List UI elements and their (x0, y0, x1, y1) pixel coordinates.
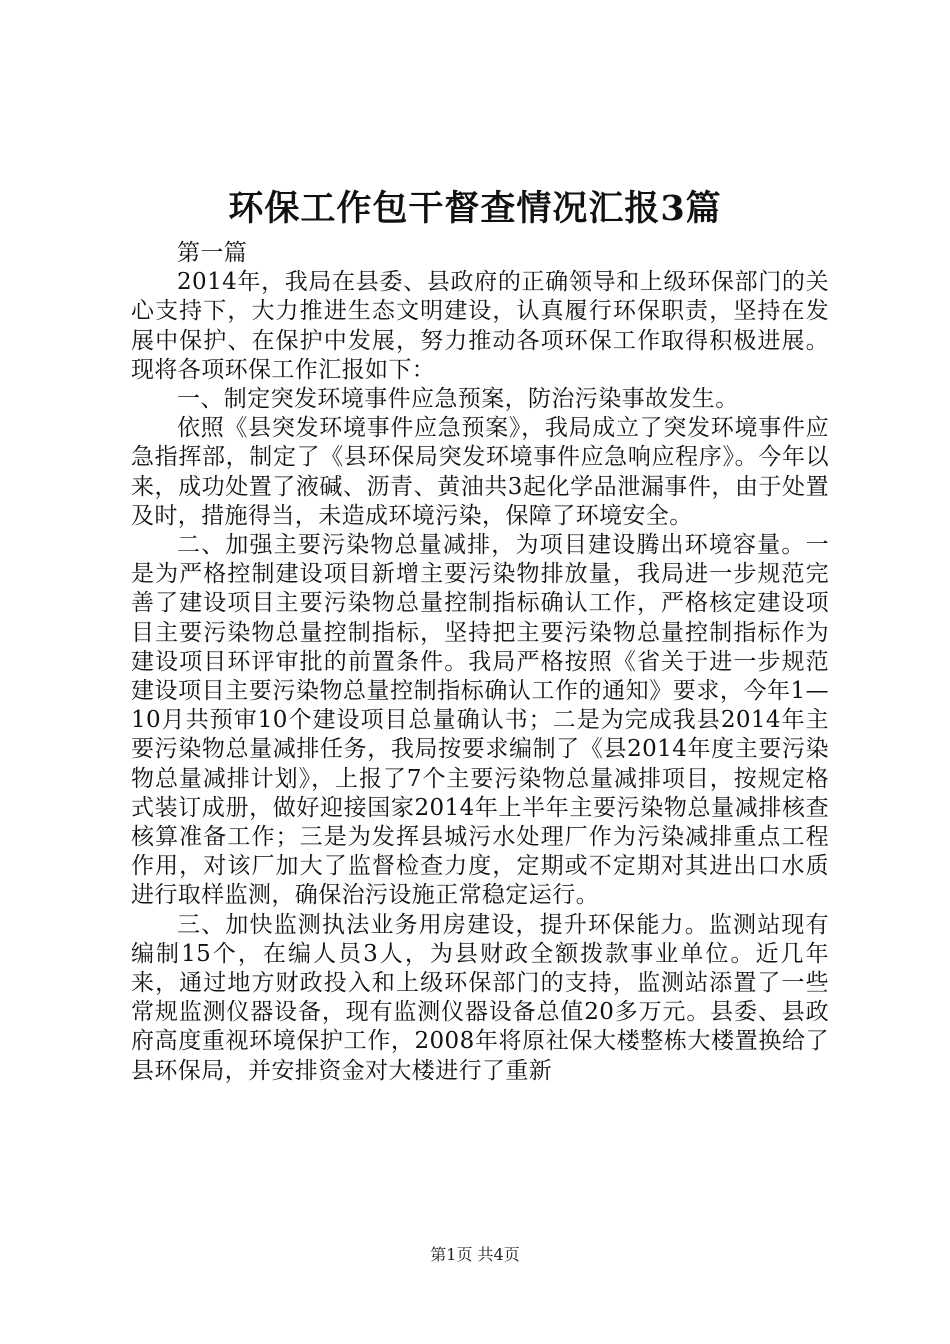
body-paragraph: 2014年，我局在县委、县政府的正确领导和上级环保部门的关心支持下，大力推进生态文明建设，认真履行环保职责，坚持在发展中保护、在保护中发展，努力推动各项环保工作取得积极进展。现将各项环保工作汇报如下： (131, 269, 829, 383)
body-paragraph: 二、加强主要污染物总量减排，为项目建设腾出环境容量。一是为严格控制建设项目新增主要污染物排放量，我局进一步规范完善了建设项目主要污染物总量控制指标确认工作，严格核定建设项目主要污染物总量控制指标，坚持把主要污染物总量控制指标作为建设项目环评审批的前置条件。我局严格按照《省关于进一步规范建设项目主要污染物总量控制指标确认工作的通知》要求，今年1—10月共预审10个建设项目总量确认书；二是为完成我县2014年主要污染物总量减排任务，我局按要求编制了《县2014年度主要污染物总量减排计划》，上报了7个主要污染物总量减排项目，按规定格式装订成册，做好迎接国家2014年上半年主要污染物总量减排核查核算准备工作；三是为发挥县城污水处理厂作为污染减排重点工程作用，对该厂加大了监督检查力度，定期或不定期对其进出口水质进行取样监测，确保治污设施正常稳定运行。 (131, 532, 829, 909)
section-heading: 第一篇 (177, 240, 248, 266)
document-body (131, 239, 829, 1086)
page-footer: 第1页 共4页 (430, 1245, 520, 1264)
body-paragraph: 依照《县突发环境事件应急预案》，我局成立了突发环境事件应急指挥部，制定了《县环保局突发环境事件应急响应程序》。今年以来，成功处置了液碱、沥青、黄油共3起化学品泄漏事件，由于处置及时，措施得当，未造成环境污染，保障了环境安全。 (131, 415, 829, 529)
body-paragraph: 一、制定突发环境事件应急预案，防治污染事故发生。 (177, 386, 739, 413)
document-title: 环保工作包干督查情况汇报3篇 (228, 188, 722, 229)
body-paragraph: 三、加快监测执法业务用房建设，提升环保能力。监测站现有编制15个，在编人员3人，为县财政全额拨款事业单位。近几年来，通过地方财政投入和上级环保部门的支持，监测站添置了一些常规监测仪器设备，现有监测仪器设备总值20多万元。县委、县政府高度重视环境保护工作，2008年将原社保大楼整栋大楼置换给了县环保局，并安排资金对大楼进行了重新 (131, 911, 829, 1084)
